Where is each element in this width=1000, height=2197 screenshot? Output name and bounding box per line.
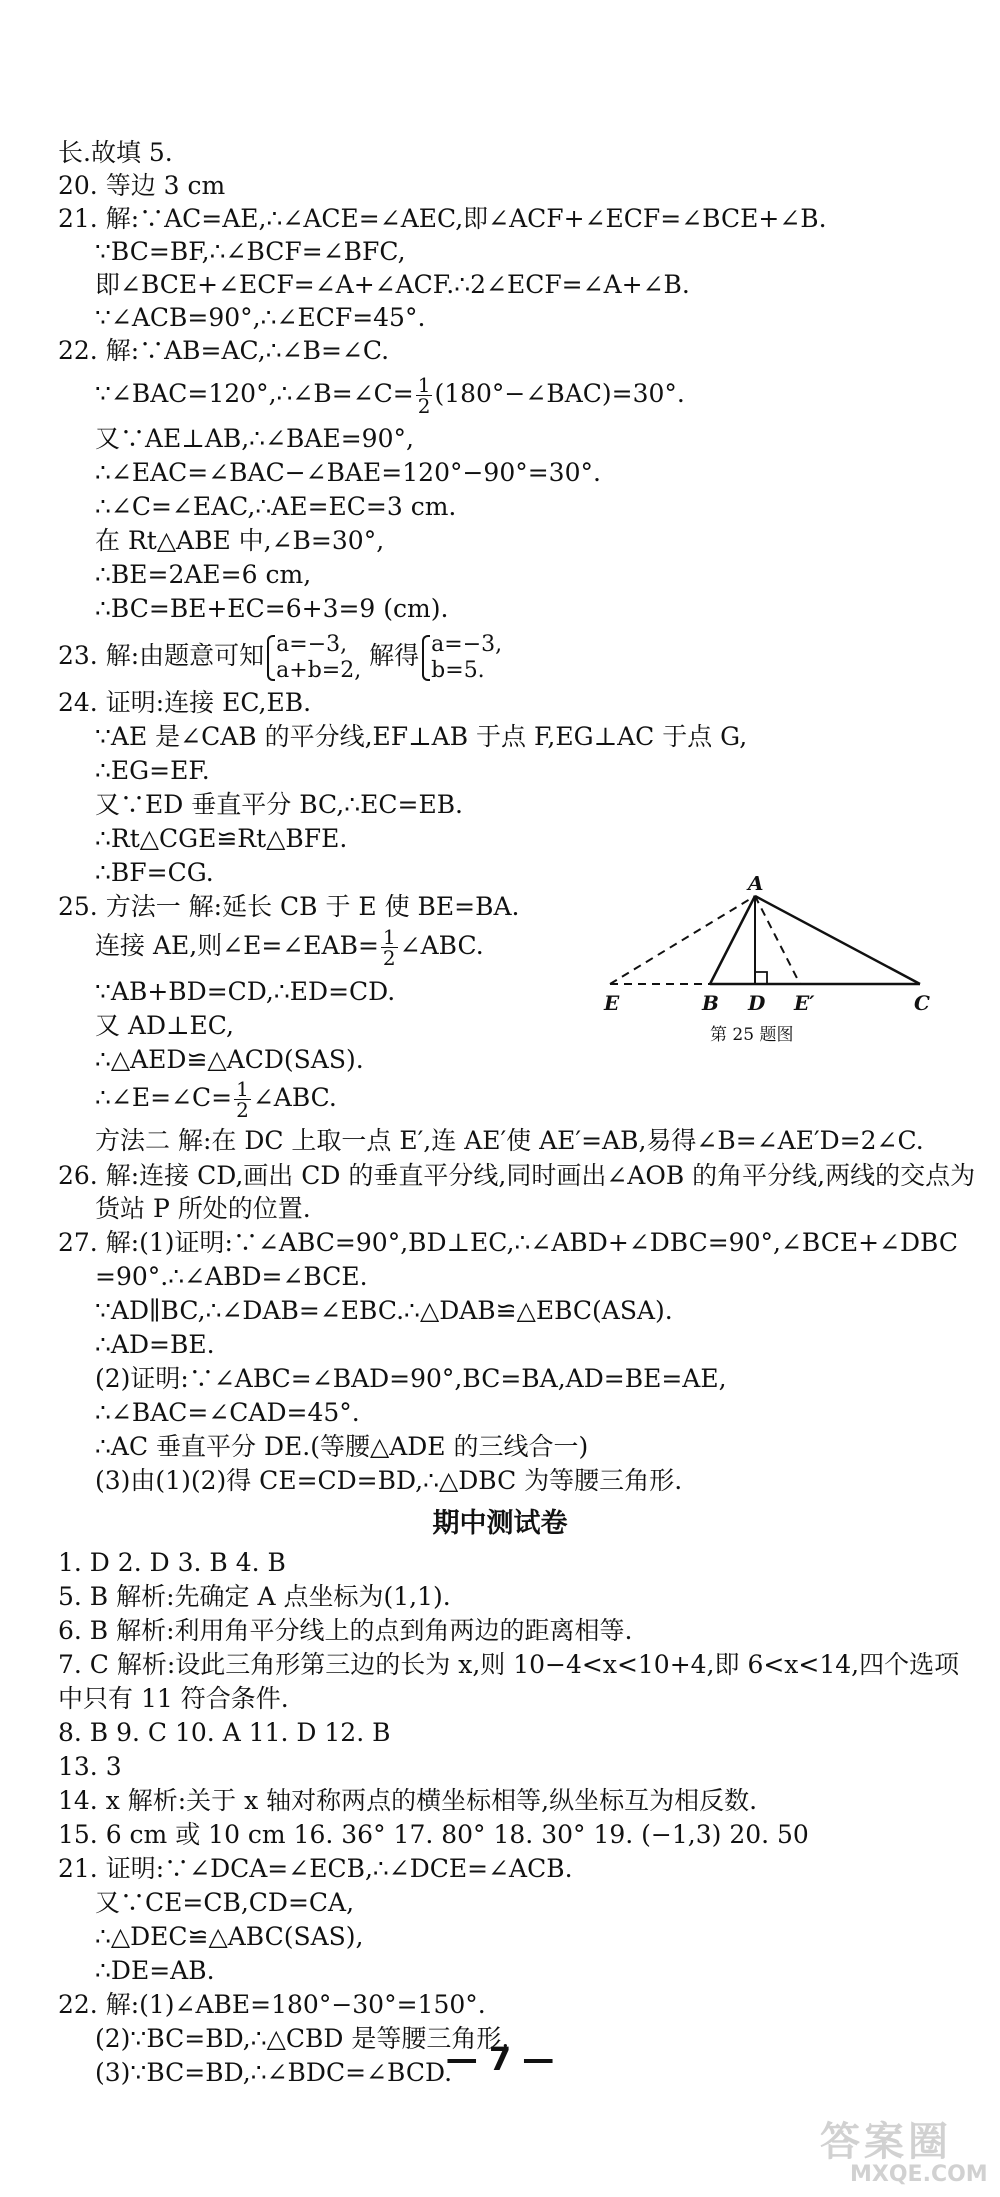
text-line: 22. 解:∵AB=AC,∴∠B=∠C. <box>58 336 390 365</box>
text-line: ∴BE=2AE=6 cm, <box>95 560 312 589</box>
text-line: 24. 证明:连接 EC,EB. <box>58 688 312 717</box>
text-line: ∴DE=AB. <box>95 1956 215 1985</box>
text-line: 20. 等边 3 cm <box>58 171 226 200</box>
text-line: ∴BF=CG. <box>95 858 214 887</box>
text-line: 又∵ED 垂直平分 BC,∴EC=EB. <box>95 790 464 819</box>
text-line: 6. B 解析:利用角平分线上的点到角两边的距离相等. <box>58 1616 633 1645</box>
text-line: 14. x 解析:关于 x 轴对称两点的横坐标相等,纵坐标互为相反数. <box>58 1786 758 1815</box>
text-line: 即∠BCE+∠ECF=∠A+∠ACF.∴2∠ECF=∠A+∠B. <box>95 270 690 299</box>
equation-line-23: 23. 解:由题意可知 a=−3, a+b=2, 解得 a=−3, b=5. <box>58 631 503 683</box>
text-line: 长.故填 5. <box>58 138 173 167</box>
point-label-e-prime: E′ <box>794 991 815 1015</box>
text-line: ∴∠C=∠EAC,∴AE=EC=3 cm. <box>95 492 457 521</box>
text-line: (3)由(1)(2)得 CE=CD=BD,∴△DBC 为等腰三角形. <box>95 1466 683 1495</box>
text-line: (2)∵BC=BD,∴△CBD 是等腰三角形. <box>95 2024 510 2053</box>
equation-line-22: ∵∠BAC=120°,∴∠B=∠C= $\frac{1}{2}$ (180°−∠BAC)=30°. <box>95 373 685 418</box>
text-line: ∵AB+BD=CD,∴ED=CD. <box>95 977 396 1006</box>
text-line: ∴∠BAC=∠CAD=45°. <box>95 1398 360 1427</box>
text-line: 22. 解:(1)∠ABE=180°−30°=150°. <box>58 1990 486 2019</box>
text-line: 在 Rt△ABE 中,∠B=30°, <box>95 526 385 555</box>
text-line: 27. 解:(1)证明:∵∠ABC=90°,BD⊥EC,∴∠ABD+∠DBC=90°,∠BCE+∠DBC <box>58 1228 958 1257</box>
text-line: ∴AD=BE. <box>95 1330 215 1359</box>
text-line: ∵AE 是∠CAB 的平分线,EF⊥AB 于点 F,EG⊥AC 于点 G, <box>95 722 748 751</box>
text-line: 13. 3 <box>58 1752 122 1781</box>
point-label-b: B <box>702 991 719 1015</box>
section-title: 期中测试卷 <box>432 1508 568 1539</box>
triangle-figure-25 <box>600 876 940 1052</box>
text-line: 又∵CE=CB,CD=CA, <box>95 1888 355 1917</box>
text-line: 21. 证明:∵∠DCA=∠ECB,∴∠DCE=∠ACB. <box>58 1854 573 1883</box>
text-line: ∵∠ACB=90°,∴∠ECF=45°. <box>95 303 426 332</box>
text-line: 15. 6 cm 或 10 cm 16. 36° 17. 80° 18. 30° 19. (−1,3) 20. 50 <box>58 1820 809 1849</box>
text-line: 5. B 解析:先确定 A 点坐标为(1,1). <box>58 1582 451 1611</box>
text-line: 8. B 9. C 10. A 11. D 12. B <box>58 1718 391 1747</box>
figure-lines <box>610 896 920 984</box>
point-label-c: C <box>914 991 930 1015</box>
text-line: 21. 解:∵AC=AE,∴∠ACE=∠AEC,即∠ACF+∠ECF=∠BCE+∠B. <box>58 204 827 233</box>
text-line: 方法二 解:在 DC 上取一点 E′,连 AE′使 AE′=AB,易得∠B=∠AE′D=2∠C. <box>95 1126 924 1155</box>
figure-caption: 第 25 题图 <box>710 1025 794 1045</box>
text-line: ∵BC=BF,∴∠BCF=∠BFC, <box>95 237 406 266</box>
text-line: (2)证明:∵∠ABC=∠BAD=90°,BC=BA,AD=BE=AE, <box>95 1364 727 1393</box>
text-line: =90°.∴∠ABD=∠BCE. <box>95 1262 368 1291</box>
text-line: ∴∠EAC=∠BAC−∠BAE=120°−90°=30°. <box>95 458 601 487</box>
fraction: $\frac{1}{2}$ <box>417 373 431 418</box>
text-line: ∴BC=BE+EC=6+3=9 (cm). <box>95 594 449 623</box>
text-line: 1. D 2. D 3. B 4. B <box>58 1548 286 1577</box>
text-line: 7. C 解析:设此三角形第三边的长为 x,则 10−4<x<10+4,即 6<x<14,四个选项 <box>58 1650 960 1679</box>
watermark-logo: 答案圈 MXQE.COM <box>820 2119 988 2187</box>
text-line: 又∵AE⊥AB,∴∠BAE=90°, <box>95 424 414 453</box>
text-line: 又 AD⊥EC, <box>95 1011 234 1040</box>
text-line: ∴EG=EF. <box>95 756 210 785</box>
text-line: 货站 P 所处的位置. <box>95 1194 311 1223</box>
text-line: ∴△DEC≌△ABC(SAS), <box>95 1922 364 1951</box>
equation-system: a=−3, a+b=2, <box>264 632 361 684</box>
text-line: ∴Rt△CGE≌Rt△BFE. <box>95 824 348 853</box>
text-line: 26. 解:连接 CD,画出 CD 的垂直平分线,同时画出∠AOB 的角平分线,两线的交点为 <box>58 1161 976 1190</box>
equation-line-25a: 连接 AE,则∠E=∠EAB= $\frac{1}{2}$ ∠ABC. <box>95 925 484 970</box>
text-line: 中只有 11 符合条件. <box>58 1684 289 1713</box>
text-line: 25. 方法一 解:延长 CB 于 E 使 BE=BA. <box>58 892 520 921</box>
point-label-a: A <box>748 876 764 895</box>
page-number: — 7 — <box>445 2040 555 2078</box>
equation-system: a=−3, b=5. <box>419 632 502 684</box>
equation-line-25b: ∴∠E=∠C= $\frac{1}{2}$ ∠ABC. <box>95 1077 337 1122</box>
fraction: $\frac{1}{2}$ <box>236 1077 249 1122</box>
text-line: ∴AC 垂直平分 DE.(等腰△ADE 的三线合一) <box>95 1432 589 1461</box>
text-line: ∴△AED≌△ACD(SAS). <box>95 1045 364 1074</box>
point-label-d: D <box>748 991 766 1015</box>
fraction: $\frac{1}{2}$ <box>382 925 396 970</box>
text-line: ∵AD∥BC,∴∠DAB=∠EBC.∴△DAB≌△EBC(ASA). <box>95 1296 673 1325</box>
point-label-e: E <box>604 991 620 1015</box>
text-line: (3)∵BC=BD,∴∠BDC=∠BCD. <box>95 2058 453 2087</box>
